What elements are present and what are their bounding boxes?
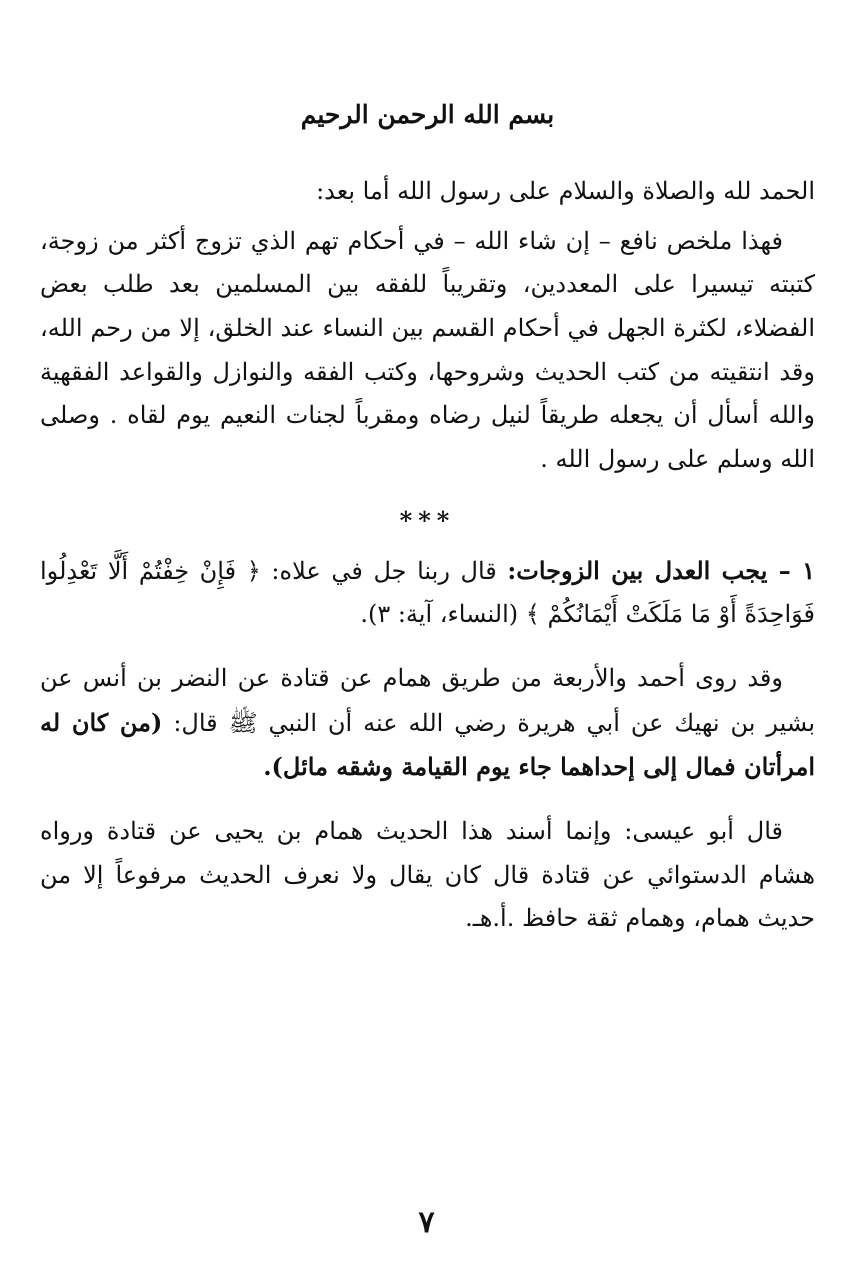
section-separator: *** (399, 505, 456, 535)
verse-reference: (النساء، آية: ٣). (360, 600, 526, 629)
verse-intro: قال ربنا جل في علاه: (260, 556, 508, 585)
hadith-paragraph (40, 657, 815, 790)
intro-paragraph: فهذا ملخص نافع – إن شاء الله – في أحكام تهم الذي تزوج أكثر من زوجة، كتبته تيسيرا على المعددين، وتقريباً للفقه بين المسلمين بعد طلب بعض الفضلاء، لكثرة الجهل في أحكام القسم بين النساء عند الخلق، إلا من رحم الله، وقد انتقيته من كتب الحديث وشروحها، وكتب الفقه والنوازل والقواعد الفقهية والله أسأل أن يجعله طريقاً لنيل رضاه ومقرباً لجنات النعيم يوم لقاه . وصلى الله وسلم على رسول الله . (40, 226, 816, 474)
commentary-paragraph: قال أبو عيسى: وإنما أسند هذا الحديث همام بن يحيى عن قتادة ورواه هشام الدستوائي عن قتادة قال كان يقال ولا نعرف الحديث مرفوعاً إلا من حديث همام، وهمام ثقة حافظ .أ.هـ. (40, 817, 815, 933)
section-1-paragraph (40, 549, 815, 637)
page-number: ٧ (418, 1205, 435, 1240)
basmala-title: بسم الله الرحمن الرحيم (300, 100, 555, 129)
document-page (40, 80, 815, 947)
section-1-heading: ١ – يجب العدل بين الزوجات: (507, 555, 815, 585)
intro-opening: الحمد لله والصلاة والسلام على رسول الله أما بعد: (316, 177, 815, 205)
quran-verse: ﴿ فَإِنْ خِفْتُمْ أَلَّا تَعْدِلُوا فَوَاحِدَةً أَوْ مَا مَلَكَتْ أَيْمَانُكُمْ ﴾ (40, 556, 815, 629)
hadith-chain: وقد روى أحمد والأربعة من طريق همام عن قتادة عن النضر بن أنس عن بشير بن نهيك عن أبي هريرة رضي الله عنه أن النبي ﷺ قال: (40, 664, 815, 737)
hadith-text: (من كان له امرأتان فمال إلى إحداهما جاء يوم القيامة وشقه مائل). (40, 707, 815, 782)
